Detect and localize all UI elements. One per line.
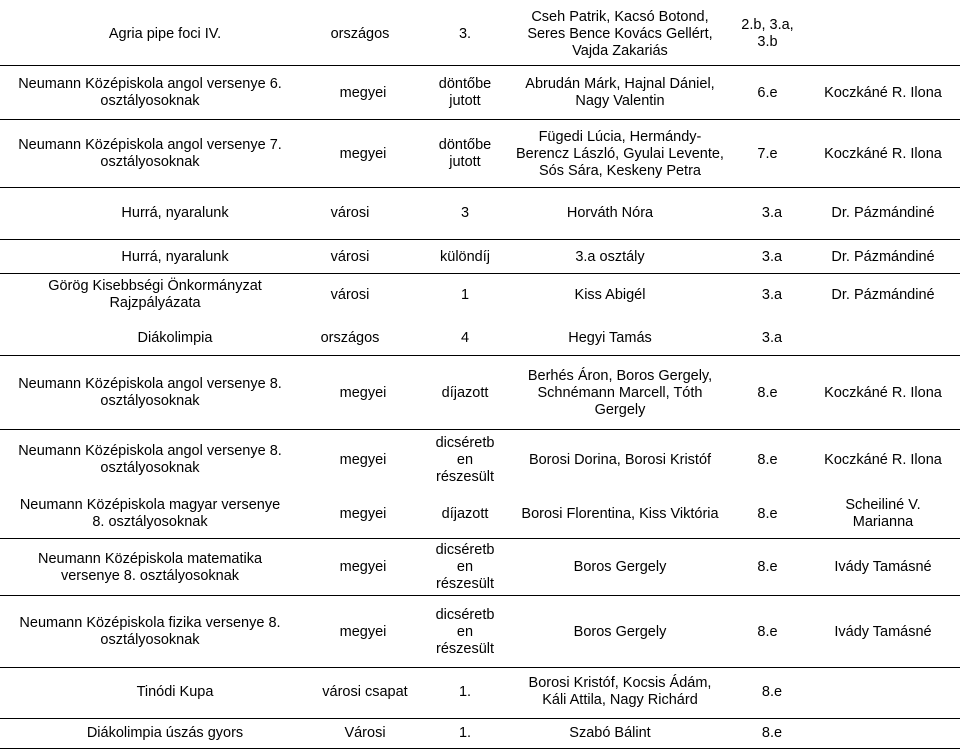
level-cell: megyei [339,623,387,640]
level-cell: megyei [339,384,387,401]
competition-cell: Tinódi Kupa [136,683,214,700]
result-cell: döntőbe jutott [438,76,492,109]
class-cell: 2.b, 3.a, 3.b [741,17,794,50]
competition-cell: Agria pipe foci IV. [108,25,222,42]
teacher-cell [808,4,958,64]
result-cell: döntőbe jutott [438,137,492,170]
row-divider [0,667,960,668]
teacher-cell: Dr. Pázmándiné [831,204,935,221]
students-cell: Fügedi Lúcia, Hermándy- Berencz László, Gyulai Levente, Sós Sára, Keskeny Petra [516,128,724,179]
result-cell: 3 [460,204,470,221]
row-divider [0,239,960,240]
competition-cell: Neumann Középiskola angol versenye 7. osztályosoknak [18,137,282,170]
teacher-cell: Koczkáné R. Ilona [824,84,942,101]
class-cell: 3.a [761,204,783,221]
teacher-cell [808,720,958,747]
row-divider [0,429,960,430]
row-divider [0,187,960,188]
result-cell: dicséretb en részesült [435,434,495,485]
class-cell: 8.e [757,384,778,401]
teacher-cell: Dr. Pázmándiné [831,248,935,265]
row-divider [0,273,960,274]
level-cell: városi [330,286,370,303]
competition-cell: Neumann Középiskola angol versenye 8. osztályosoknak [18,443,282,476]
row-divider [0,538,960,539]
result-cell: dicséretb en részesült [435,542,495,592]
teacher-cell: Scheiliné V. Marianna [845,497,921,530]
class-cell: 8.e [761,683,783,700]
competition-cell: Hurrá, nyaralunk [121,248,229,265]
row-divider [0,355,960,356]
class-cell: 8.e [757,451,778,468]
result-cell: 1. [458,683,472,700]
competition-cell: Neumann Középiskola magyar versenye 8. osztályosoknak [19,497,281,530]
teacher-cell: Koczkáné R. Ilona [824,451,942,468]
result-cell: díjazott [441,384,489,401]
competition-cell: Neumann Középiskola angol versenye 6. osztályosoknak [18,76,282,109]
students-cell: Hegyi Tamás [568,330,652,346]
students-cell: Borosi Dorina, Borosi Kristóf [528,451,712,468]
class-cell: 8.e [761,725,783,741]
students-cell: Borosi Florentina, Kiss Viktória [521,505,719,522]
row-divider [0,119,960,120]
class-cell: 8.e [757,505,778,522]
level-cell: országos [320,330,380,346]
level-cell: országos [330,25,390,42]
competition-cell: Neumann Középiskola angol versenye 8. osztályosoknak [18,376,282,409]
level-cell: városi [330,248,370,265]
students-cell: Cseh Patrik, Kacsó Botond, Seres Bence Kovács Gellért, Vajda Zakariás [527,8,713,59]
teacher-cell: Dr. Pázmándiné [831,286,935,303]
students-cell: Abrudán Márk, Hajnal Dániel, Nagy Valentin [525,76,715,109]
teacher-cell: Koczkáné R. Ilona [824,145,942,162]
class-cell: 7.e [757,145,778,162]
students-cell: Szabó Bálint [569,725,651,741]
level-cell: megyei [339,505,387,522]
result-cell: 1 [460,286,470,303]
students-cell: Horváth Nóra [566,204,654,221]
teacher-cell [808,669,958,715]
level-cell: megyei [339,451,387,468]
level-cell: városi [330,204,370,221]
result-cell: különdíj [440,248,490,265]
class-cell: 8.e [757,559,778,575]
competition-cell: Diákolimpia [137,330,213,346]
students-cell: Boros Gergely [573,623,667,640]
teacher-cell: Koczkáné R. Ilona [824,384,942,401]
competition-cell: Diákolimpia úszás gyors [86,725,244,741]
row-divider [0,718,960,719]
students-cell: 3.a osztály [575,248,645,265]
level-cell: megyei [339,84,387,101]
result-cell: 4 [460,330,470,346]
level-cell: Városi [344,725,386,741]
row-divider [0,65,960,66]
students-cell: Boros Gergely [573,559,667,575]
level-cell: városi csapat [322,683,408,700]
competition-cell: Neumann Középiskola fizika versenye 8. osztályosoknak [19,615,281,648]
level-cell: megyei [339,145,387,162]
result-cell: 1. [458,725,472,741]
class-cell: 8.e [757,623,778,640]
competition-cell: Görög Kisebbségi Önkormányzat Rajzpályázata [48,278,262,311]
row-divider [0,748,960,749]
students-cell: Kiss Abigél [574,286,646,303]
competition-cell: Hurrá, nyaralunk [121,204,229,221]
teacher-cell: Ivády Tamásné [834,559,932,575]
row-divider [0,595,960,596]
teacher-cell: Ivády Tamásné [834,623,932,640]
class-cell: 6.e [757,84,778,101]
class-cell: 3.a [761,248,783,265]
class-cell: 3.a [761,286,783,303]
level-cell: megyei [339,559,387,575]
students-cell: Berhés Áron, Boros Gergely, Schnémann Marcell, Tóth Gergely [527,367,713,418]
class-cell: 3.a [761,330,783,346]
result-cell: díjazott [441,505,489,522]
result-cell: 3. [458,25,472,42]
competition-cell: Neumann Középiskola matematika versenye 8. osztályosoknak [37,550,263,584]
result-cell: dicséretb en részesült [435,606,495,657]
students-cell: Borosi Kristóf, Kocsis Ádám, Káli Attila, Nagy Richárd [528,675,712,708]
teacher-cell [808,322,958,355]
